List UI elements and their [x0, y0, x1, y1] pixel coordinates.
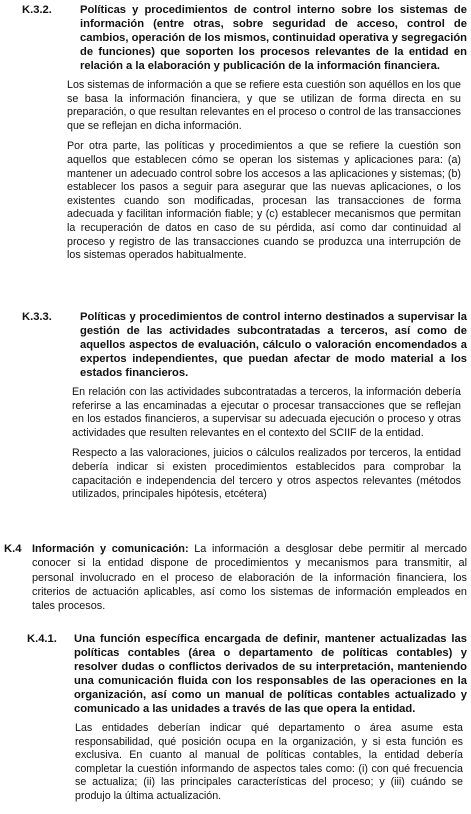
- section-number: K.4: [4, 543, 22, 555]
- section-paragraph: Por otra parte, las políticas y procedimientos a que se refiere la cuestión son aquellos que establecen cómo se operan los sistemas y aplicaciones para: (a) mantener un adecuado control sobre los accesos a las aplicaciones y sistemas; (b) establecer los pasos a seguir para asegurar que las nuevas aplicaciones, o los existentes cuando son modificadas, procesan las transacciones de forma adecuada y facilitan información fiable; y (c) establecer mecanismos que permitan la recuperación de datos en caso de su pérdida, así como dar continuidad al proceso y registro de las transacciones cuando se produzca una interrupción de los sistemas operados habitualmente.: [67, 140, 461, 262]
- section-paragraph: Respecto a las valoraciones, juicios o cálculos realizados por terceros, la entidad debería indicar si existen procedimientos establecidos para comprobar la capacitación e independencia del tercero y otros aspectos relevantes (métodos utilizados, principales hipótesis, etcétera): [72, 447, 461, 501]
- section-k-4-1: [27, 632, 467, 804]
- section-heading: Una función específica encargada de definir, mantener actualizadas las políticas contables (área o departamento de políticas contables) y resolver dudas o conflictos derivados de su interpretación, manteniendo una comunicación fluida con los responsables de las operaciones en la organización, así como un manual de políticas contables actualizado y comunicado a las unidades a través de las que opera la entidad.: [74, 633, 467, 715]
- section-text: La información a desglosar debe permitir al mercado conocer si la entidad dispone de procedimientos y mecanismos para transmitir, al personal involucrado en el proceso de elaboración de la información financiera, los criterios de actuación aplicables, así como los sistemas de información empleados en tales procesos.: [32, 543, 467, 613]
- section-k-4: [4, 542, 467, 613]
- section-number: K.3.3.: [22, 311, 52, 323]
- section-heading: Información y comunicación:: [32, 543, 189, 555]
- section-lead: [32, 542, 467, 613]
- section-k-3-2: [22, 3, 467, 263]
- section-k-3-3: [22, 310, 467, 502]
- section-heading: Políticas y procedimientos de control interno sobre los sistemas de información (entre otras, sobre seguridad de acceso, control de cambios, operación de los mismos, continuidad operativa y segregación de funciones) que soporten los procesos relevantes de la entidad en relación a la elaboración y publicación de la información financiera.: [80, 4, 467, 72]
- section-paragraph: En relación con las actividades subcontratadas a terceros, la información debería referirse a las encaminadas a ejecutar o procesar transacciones que se reflejan en los estados financieros, a supervisar su adecuada ejecución o proceso y otras actividades que resulten relevantes en el contexto del SCIIF de la entidad.: [72, 386, 461, 439]
- section-number: K.4.1.: [27, 633, 57, 645]
- section-paragraph: Los sistemas de información a que se refiere esta cuestión son aquéllos en los que se basa la información financiera, y que se utilizan de forma directa en su preparación, o que resultan relevantes en el proceso o control de las transacciones que se reflejan en dicha información.: [67, 79, 461, 132]
- section-paragraph: Las entidades deberían indicar qué departamento o área asume esta responsabilidad, qué posición ocupa en la organización, y si esta función es exclusiva. En cuanto al manual de políticas contables, la entidad debería completar la cuestión informando de aspectos tales como: (i) con qué frecuencia se actualiza; (ii) las principales características del proceso; y (iii) cuándo se produjo la última actualización.: [75, 722, 463, 802]
- section-number: K.3.2.: [22, 4, 52, 16]
- section-heading: Políticas y procedimientos de control interno destinados a supervisar la gestión de las actividades subcontratadas a terceros, así como de aquellos aspectos de evaluación, cálculo o valoración encomendados a expertos independientes, que puedan afectar de modo material a los estados financieros.: [80, 311, 467, 379]
